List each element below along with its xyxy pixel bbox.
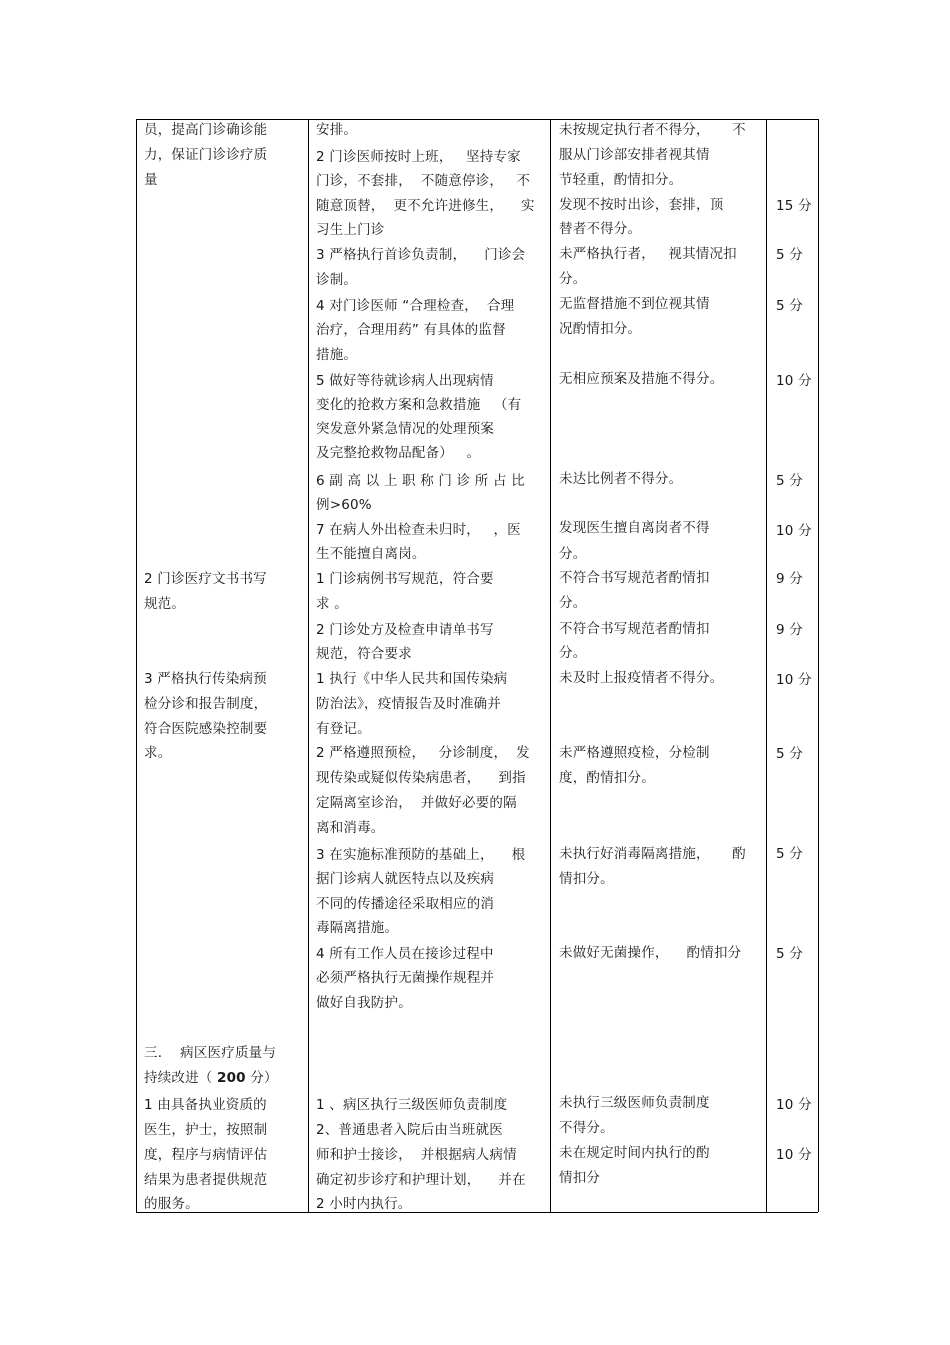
- content-line: 7 在病人外出检查未归时， ，医: [316, 522, 521, 538]
- criteria-item3-line: 3 严格执行传染病预: [144, 671, 267, 687]
- content-line: 随意顶替， 更不允许进修生， 实: [316, 198, 535, 214]
- criteria-item3-line: 检分诊和报告制度，: [144, 696, 268, 712]
- content-line: 6 副 高 以 上 职 称 门 诊 所 占 比: [316, 473, 525, 489]
- deduction-line: 未在规定时间内执行的酌: [559, 1145, 710, 1161]
- deduction-line: 无监督措施不到位视其情: [559, 296, 710, 312]
- column-divider-3: [766, 119, 767, 1212]
- deduction-line: 分。: [559, 271, 587, 287]
- content-line: 5 做好等待就诊病人出现病情: [316, 373, 494, 389]
- deduction-line: 未做好无菌操作， 酌情扣分: [559, 945, 742, 961]
- deduction-line: 未严格遵照疫检，分检制: [559, 745, 710, 761]
- content-line: 生不能擅自离岗。: [316, 546, 426, 562]
- deduction-line: 分。: [559, 645, 587, 661]
- deduction-line: 情扣分。: [559, 871, 614, 887]
- section-heading: 三. 病区医疗质量与: [144, 1045, 277, 1061]
- criteria-item1-line: 的服务。: [144, 1196, 199, 1212]
- score-value: 10 分: [776, 1147, 812, 1163]
- content-line: 规范，符合要求: [316, 646, 412, 662]
- criteria-item1-line: 医生，护士，按照制: [144, 1122, 268, 1138]
- score-value: 5 分: [776, 846, 803, 862]
- content-line: 例>60%: [316, 497, 372, 513]
- score-value: 5 分: [776, 746, 803, 762]
- criteria-item1-line: 度，程序与病情评估: [144, 1147, 268, 1163]
- deduction-line: 替者不得分。: [559, 221, 642, 237]
- content-line: 2 严格遵照预检， 分诊制度， 发: [316, 745, 530, 761]
- content-line: 做好自我防护。: [316, 995, 412, 1011]
- content-line: 1 、病区执行三级医师负责制度: [316, 1097, 508, 1113]
- criteria-item3-line: 求。: [144, 745, 172, 761]
- content-line: 2、普通患者入院后由当班就医: [316, 1122, 503, 1138]
- deduction-line: 度，酌情扣分。: [559, 770, 655, 786]
- deduction-line: 无相应预案及措施不得分。: [559, 371, 724, 387]
- column-divider-1: [308, 119, 309, 1212]
- content-line: 毒隔离措施。: [316, 920, 399, 936]
- content-line: 据门诊病人就医特点以及疾病: [316, 871, 495, 887]
- deduction-line: 节轻重，酌情扣分。: [559, 172, 683, 188]
- content-line: 变化的抢救方案和急救措施 （有: [316, 397, 522, 413]
- content-line: 1 门诊病例书写规范，符合要: [316, 571, 494, 587]
- deduction-line: 分。: [559, 595, 587, 611]
- content-line: 2 门诊处方及检查申请单书写: [316, 622, 494, 638]
- table-bottom-border: [136, 1212, 818, 1213]
- deduction-line: 未按规定执行者不得分， 不: [559, 122, 746, 138]
- table-left-border: [136, 119, 137, 1212]
- content-line: 不同的传播途径采取相应的消: [316, 896, 495, 912]
- score-value: 5 分: [776, 473, 803, 489]
- score-value: 10 分: [776, 1097, 812, 1113]
- deduction-line: 分。: [559, 546, 587, 562]
- content-line: 习生上门诊: [316, 222, 385, 238]
- column-divider-2: [550, 119, 551, 1212]
- criteria-item2-line: 2 门诊医疗文书书写: [144, 571, 267, 587]
- criteria-intro-line: 员，提高门诊确诊能: [144, 122, 268, 138]
- criteria-item3-line: 符合医院感染控制要: [144, 721, 268, 737]
- deduction-line: 服从门诊部安排者视其情: [559, 147, 710, 163]
- content-line: 4 所有工作人员在接诊过程中: [316, 946, 494, 962]
- deduction-line: 未及时上报疫情者不得分。: [559, 670, 724, 686]
- content-line: 离和消毒。: [316, 820, 385, 836]
- criteria-item1-line: 结果为患者提供规范: [144, 1172, 268, 1188]
- score-value: 10 分: [776, 672, 812, 688]
- content-line: 及完整抢救物品配备） 。: [316, 445, 481, 461]
- deduction-line: 未达比例者不得分。: [559, 471, 683, 487]
- score-value: 5 分: [776, 247, 803, 263]
- content-line: 治疗，合理用药” 有具体的监督: [316, 322, 506, 338]
- content-line: 定隔离室诊治， 并做好必要的隔: [316, 795, 517, 811]
- content-line: 求 。: [316, 596, 348, 612]
- deduction-line: 未执行好消毒隔离措施， 酌: [559, 846, 746, 862]
- deduction-line: 未严格执行者， 视其情况扣: [559, 246, 737, 262]
- table-right-border: [818, 119, 819, 1212]
- score-value: 9 分: [776, 622, 803, 638]
- content-line: 3 严格执行首诊负责制， 门诊会: [316, 247, 526, 263]
- content-line: 措施。: [316, 347, 358, 363]
- content-line: 师和护士接诊， 并根据病人病情: [316, 1147, 517, 1163]
- score-value: 5 分: [776, 298, 803, 314]
- score-value: 5 分: [776, 946, 803, 962]
- criteria-intro-line: 量: [144, 172, 158, 188]
- criteria-intro-line: 力，保证门诊诊疗质: [144, 147, 268, 163]
- deduction-line: 不符合书写规范者酌情扣: [559, 621, 710, 637]
- score-value: 9 分: [776, 571, 803, 587]
- criteria-item1-line: 1 由具备执业资质的: [144, 1097, 267, 1113]
- content-line: 防治法》，疫情报告及时准确并: [316, 696, 502, 712]
- score-value: 15 分: [776, 198, 812, 214]
- content-line: 门诊，不套排， 不随意停诊， 不: [316, 173, 531, 189]
- deduction-line: 未执行三级医师负责制度: [559, 1095, 710, 1111]
- deduction-line: 况酌情扣分。: [559, 321, 642, 337]
- content-line: 3 在实施标准预防的基础上， 根: [316, 847, 526, 863]
- deduction-line: 情扣分: [559, 1170, 601, 1186]
- deduction-line: 不得分。: [559, 1120, 614, 1136]
- content-line: 1 执行《中华人民共和国传染病: [316, 671, 508, 687]
- criteria-item2-line: 规范。: [144, 596, 186, 612]
- content-line: 现传染或疑似传染病患者， 到指: [316, 770, 526, 786]
- section-heading-score: 持续改进（ 200 分）: [144, 1070, 278, 1086]
- content-line: 有登记。: [316, 721, 371, 737]
- deduction-line: 不符合书写规范者酌情扣: [559, 570, 710, 586]
- content-line: 4 对门诊医师 “合理检查， 合理: [316, 298, 515, 314]
- content-line: 2 小时内执行。: [316, 1196, 412, 1212]
- deduction-line: 发现不按时出诊，套排，顶: [559, 197, 724, 213]
- score-value: 10 分: [776, 373, 812, 389]
- content-line: 突发意外紧急情况的处理预案: [316, 421, 495, 437]
- content-line: 诊制。: [316, 272, 358, 288]
- score-value: 10 分: [776, 523, 812, 539]
- content-line: 2 门诊医师按时上班， 坚持专家: [316, 149, 521, 165]
- deduction-line: 发现医生擅自离岗者不得: [559, 520, 710, 536]
- content-line: 确定初步诊疗和护理计划， 并在: [316, 1172, 526, 1188]
- content-line: 安排。: [316, 122, 358, 138]
- content-line: 必须严格执行无菌操作规程并: [316, 970, 495, 986]
